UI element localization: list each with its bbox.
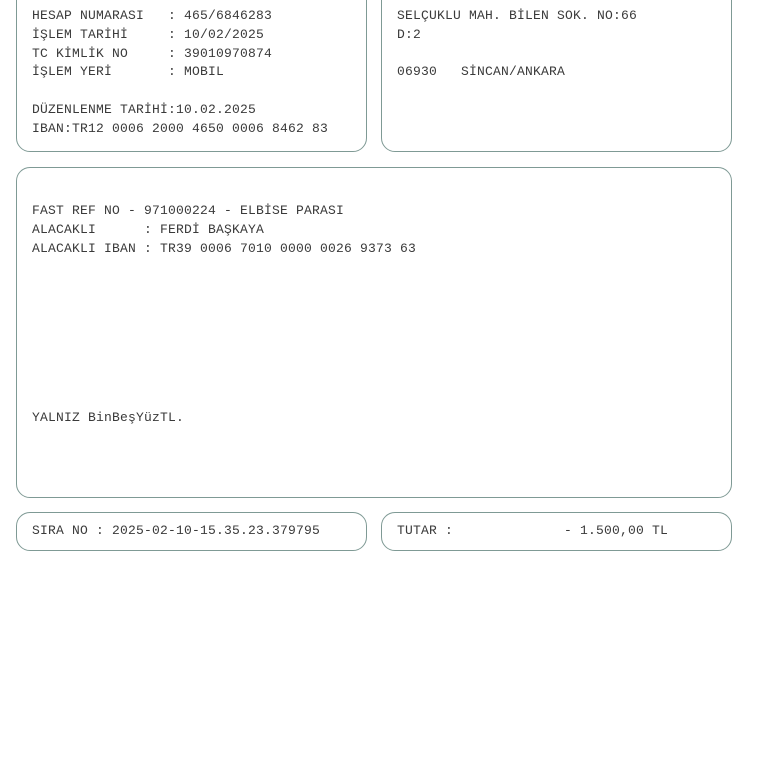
transaction-place-line: İŞLEM YERİ : MOBIL <box>32 64 225 79</box>
account-number-line: HESAP NUMARASI : 465/6846283 <box>32 8 273 23</box>
transaction-description-panel <box>16 167 732 498</box>
transaction-date-line: İŞLEM TARİHİ : 10/02/2025 <box>32 27 265 42</box>
amount-in-words: YALNIZ BinBeşYüzTL. <box>32 410 185 425</box>
account-info-panel <box>16 0 367 152</box>
sequence-number: SIRA NO : 2025-02-10-15.35.23.379795 <box>32 523 321 538</box>
tc-id-line: TC KİMLİK NO : 39010970874 <box>32 46 273 61</box>
address-street-line: SELÇUKLU MAH. BİLEN SOK. NO:66 <box>397 8 638 23</box>
amount-value: - 1.500,00 TL <box>563 523 668 538</box>
sequence-number-panel <box>16 512 367 551</box>
fast-ref-line: FAST REF NO - 971000224 - ELBİSE PARASI <box>32 203 345 218</box>
address-door-line: D:2 <box>397 27 422 42</box>
amount-panel <box>381 512 732 551</box>
address-city-line: 06930 SİNCAN/ANKARA <box>397 64 566 79</box>
recipient-iban-line: ALACAKLI IBAN : TR39 0006 7010 0000 0026 9373 63 <box>32 241 417 256</box>
recipient-line: ALACAKLI : FERDİ BAŞKAYA <box>32 222 265 237</box>
transaction-type-line <box>32 0 272 1</box>
amount-label: TUTAR : <box>397 523 454 538</box>
iban-line: IBAN:TR12 0006 2000 4650 0006 8462 83 <box>32 121 329 136</box>
address-heading-line <box>397 0 437 1</box>
issue-date-line: DÜZENLENME TARİHİ:10.02.2025 <box>32 102 257 117</box>
address-panel <box>381 0 732 152</box>
